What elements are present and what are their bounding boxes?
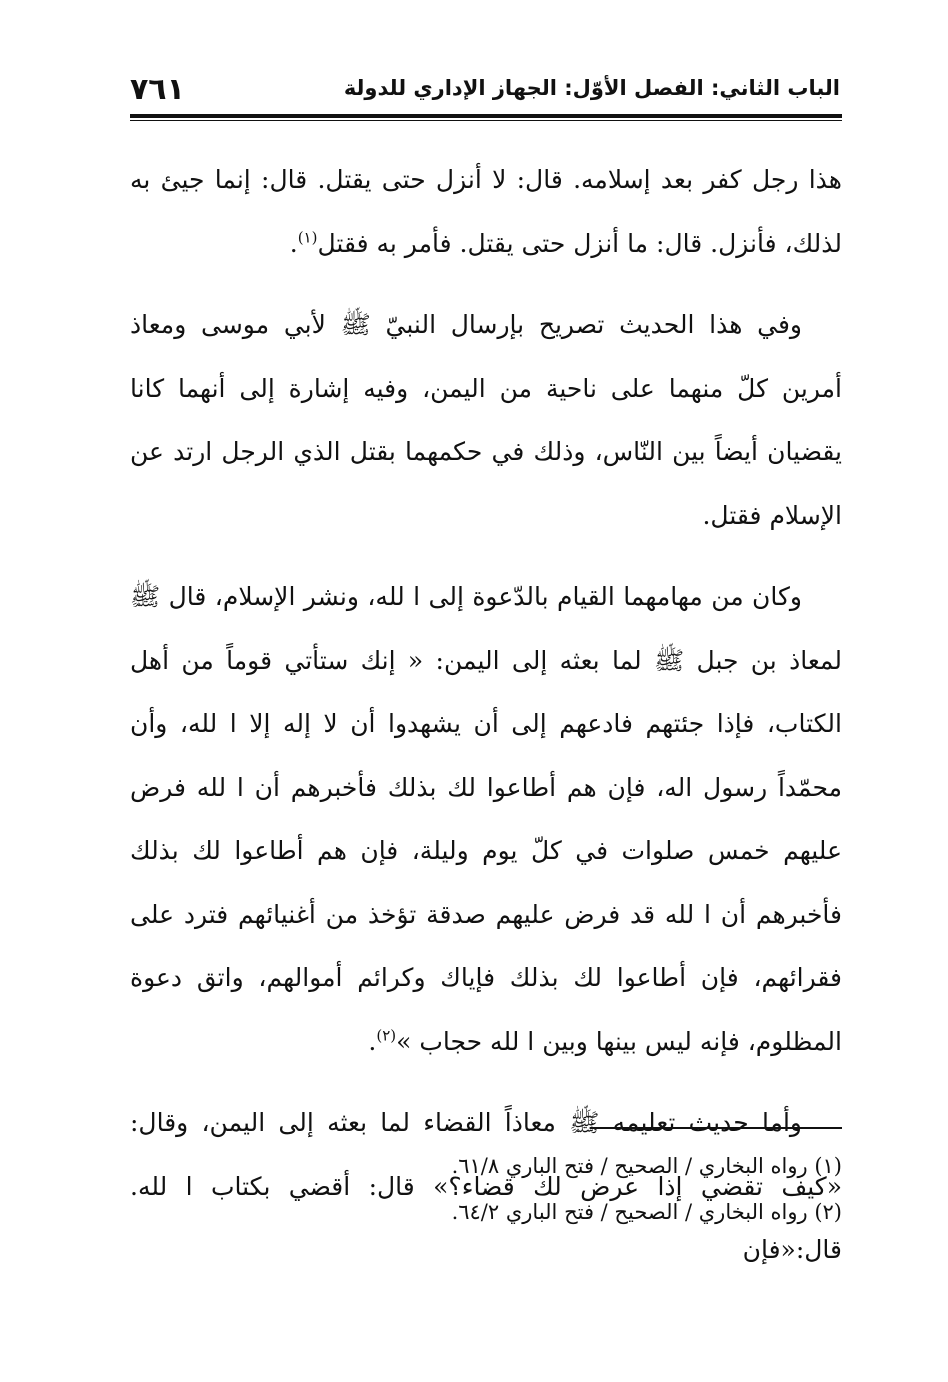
- paragraph-2: وفي هذا الحديث تصريح بإرسال النبيّ ﷺ لأبي موسى ومعاذ أمرين كلّ منهما على ناحية من اليمن، وفيه إشارة إلى أنهما كانا يقضيان أيضاً بين النّاس، وذلك في حكمهما بقتل الذي الرجل ارتد عن الإسلام فقتل.: [130, 310, 842, 530]
- paragraph-1-text: هذا رجل كفر بعد إسلامه. قال: لا أنزل حتى يقتل. قال: إنما جيئ به لذلك، فأنزل. قال: ما أنزل حتى يقتل. فأمر به فقتل: [130, 165, 842, 258]
- footnote-separator: [590, 1127, 842, 1129]
- main-text: [130, 148, 842, 1282]
- footnote-ref-1: (١): [297, 228, 318, 247]
- page-number: ٧٦١: [130, 72, 185, 107]
- footnote-2: (٢) رواه البخاري / الصحيح / فتح الباري ٦٤/٢.: [451, 1200, 842, 1224]
- running-header: [130, 72, 840, 112]
- paragraph-4: وأما حديث تعليمه ﷺ معاذاً القضاء لما بعثه إلى اليمن، وقال: «كيف تقضي إذا عرض لك قضاء؟» قال: أقضي بكتاب ا لله. قال:«فإن: [130, 1108, 842, 1264]
- footnote-ref-2: (٢): [376, 1026, 397, 1045]
- paragraph-1-end: .: [289, 228, 298, 258]
- paragraph-3-end: .: [368, 1026, 377, 1056]
- chapter-title: الباب الثاني: الفصل الأوّل: الجهاز الإداري للدولة: [343, 76, 840, 100]
- header-rule: [130, 114, 842, 121]
- paragraph-1: [130, 148, 842, 275]
- footnotes: [342, 1143, 842, 1235]
- paragraph-3-text: وكان من مهامهما القيام بالدّعوة إلى ا لله، ونشر الإسلام، قال ﷺ لمعاذ بن جبل ﷺ لما بعثه إلى اليمن: « إنك ستأتي قوماً من أهل الكتاب، فإذا جئتهم فادعهم إلى أن يشهدوا أن لا إله إلا ا لله، وأن محمّداً رسول اله، فإن هم أطاعوا لك بذلك فأخبرهم أن ا لله فرض عليهم خمس صلوات في كلّ يوم وليلة، فإن هم أطاعوا لك بذلك فأخبرهم أن ا لله قد فرض عليهم صدقة تؤخذ من أغنيائهم فترد على فقرائهم، فإن أطاعوا لك بذلك فإياك وكرائم أموالهم، واتق دعوة المظلوم، فإنه ليس بينها وبين ا لله حجاب »: [130, 582, 842, 1056]
- paragraph-3: [130, 565, 842, 1073]
- footnote-1: (١) رواه البخاري / الصحيح / فتح الباري ٦١/٨.: [451, 1154, 842, 1178]
